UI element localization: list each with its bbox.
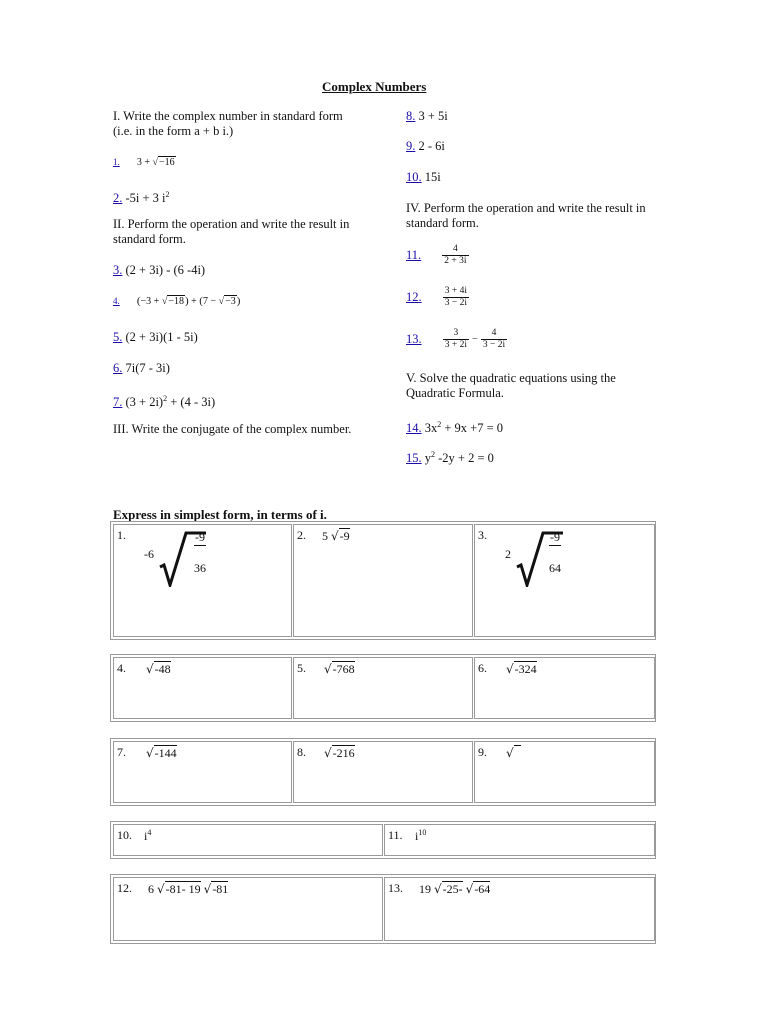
problem-1-link[interactable]: 1.: [113, 157, 120, 167]
problem-2: 2. -5i + 3 $i^2$: [113, 190, 170, 206]
answer-table-row-4: [110, 821, 656, 859]
box-10: 10. $i^4$: [113, 824, 383, 856]
box-4: 4. √-48: [113, 657, 292, 719]
page-title: Complex Numbers: [322, 79, 427, 94]
problem-10: 10. 15i: [406, 170, 441, 184]
box-12: 12. 6 √-81- 19 √-81: [113, 877, 383, 941]
problem-4: 4. (−3 + √−18) + (7 − √−3): [113, 295, 241, 307]
problem-15: 15. $y^2$ -2y + 2 = 0: [406, 450, 494, 466]
box-1: 1. -6 -9 36: [113, 524, 292, 637]
problem-6: 6. 7i(7 - 3i): [113, 361, 170, 375]
problem-8-link[interactable]: 8.: [406, 109, 416, 123]
box-8: 8. √-216: [293, 741, 473, 803]
box-6: 6. √-324: [474, 657, 655, 719]
problem-1: 1. 3 + √−16: [113, 157, 175, 168]
express-heading: Express in simplest form, in terms of i.: [113, 507, 327, 522]
problem-9: 9. 2 - 6i: [406, 139, 445, 153]
box-11: 11. $i^{10}$: [384, 824, 655, 856]
problem-9-link[interactable]: 9.: [406, 139, 416, 153]
problem-15-link[interactable]: 15.: [406, 451, 422, 466]
problem-7-link[interactable]: 7.: [113, 395, 123, 410]
problem-11: 11. $\frac{4}{2 + 3i}$: [406, 244, 467, 266]
problem-3-link[interactable]: 3.: [113, 263, 123, 277]
problem-14: 14. $3x^2 + 9x +7 = 0$: [406, 420, 504, 436]
answer-table-row-1: [110, 521, 656, 640]
box-13: 13. 19 √-25- √-64: [384, 877, 655, 941]
problem-6-link[interactable]: 6.: [113, 361, 123, 375]
problem-2-link[interactable]: 2.: [113, 191, 123, 206]
problem-12-link[interactable]: 12.: [406, 290, 422, 304]
problem-13: 13. $\frac{3}{3 + 2i}$ − $\frac{4}{3 - 2i}$: [406, 328, 506, 350]
problem-4-link[interactable]: 4.: [113, 296, 120, 306]
box-2: 2. 5 √-9: [293, 524, 473, 637]
problem-13-link[interactable]: 13.: [406, 332, 422, 346]
answer-table-row-2: [110, 654, 656, 722]
box-5: 5. √-768: [293, 657, 473, 719]
problem-12: 12. $\frac{3 + 4i}{3 - 2i}$: [406, 286, 467, 308]
box-7: 7. √-144: [113, 741, 292, 803]
problem-5: 5. (2 + 3i)(1 - 5i): [113, 330, 198, 344]
problem-3: 3. (2 + 3i) - (6 -4i): [113, 263, 206, 277]
problem-11-link[interactable]: 11.: [406, 248, 422, 262]
problem-10-link[interactable]: 10.: [406, 170, 422, 184]
problem-8: 8. 3 + 5i: [406, 109, 448, 123]
box-3: 3. 2 -9 64: [474, 524, 655, 637]
problem-14-link[interactable]: 14.: [406, 421, 422, 436]
problem-7: 7. $(3 + 2i)^2 + (4 - 3i)$: [113, 394, 216, 410]
section-5-heading: V. Solve the quadratic equations using the Quadratic Formula.: [406, 371, 616, 400]
section-4-heading: IV. Perform the operation and write the result in standard form.: [406, 201, 646, 230]
answer-table-row-5: [110, 874, 656, 944]
box-9: 9. √: [474, 741, 655, 803]
answer-table-row-3: [110, 738, 656, 806]
section-1-heading: I. Write the complex number in standard form (i.e. in the form a + b i.): [113, 109, 343, 138]
section-2-heading: II. Perform the operation and write the result in standard form.: [113, 217, 350, 246]
problem-5-link[interactable]: 5.: [113, 330, 123, 344]
section-3-heading: III. Write the conjugate of the complex number.: [113, 422, 352, 436]
